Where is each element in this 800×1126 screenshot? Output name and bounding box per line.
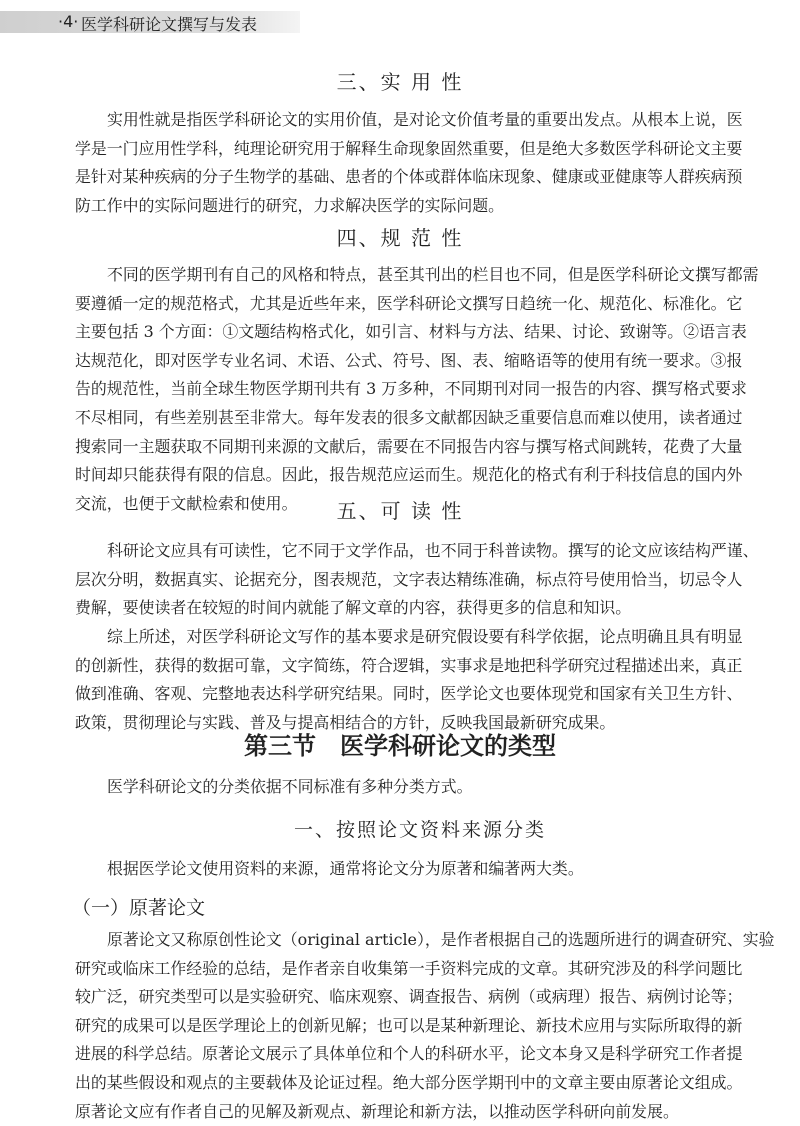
item-heading: （一）原著论文 <box>72 897 206 919</box>
paragraph-line: 费解，要使读者在较短的时间内就能了解文章的内容，获得更多的信息和知识。 <box>75 598 632 618</box>
paragraph-line: 防工作中的实际问题进行的研究，力求解决医学的实际问题。 <box>75 195 505 215</box>
page-number: ·4· <box>58 12 79 31</box>
paragraph-line: 不同的医学期刊有自己的风格和特点，甚至其刊出的栏目也不同，但是医学科研论文撰写都需 <box>107 265 759 284</box>
paragraph-line: 是针对某种疾病的分子生物学的基础、患者的个体或群体临床现象、健康或亚健康等人群疾病预 <box>75 167 743 187</box>
paragraph-line: 研究或临床工作经验的总结，是作者亲自收集第一手资料完成的文章。其研究涉及的科学问题比 <box>75 958 743 978</box>
paragraph <box>75 537 759 623</box>
paragraph <box>75 106 743 220</box>
paragraph-line: 综上所述，对医学科研论文写作的基本要求是研究假设要有科学依据，论点明确且具有明显 <box>107 627 743 646</box>
subsection-intro <box>75 855 728 884</box>
paragraph-line: 告的规范性，当前全球生物医学期刊共有 3 万多种，不同期刊对同一报告的内容、撰写格式要求 <box>75 379 747 399</box>
paragraph-line: 达规范化，即对医学专业名词、术语、公式、符号、图、表、缩略语等的使用有统一要求。③报 <box>75 350 743 370</box>
book-title: 医学科研论文撰写与发表 <box>81 15 258 34</box>
paragraph-line: 做到准确、客观、完整地表达科学研究结果。同时，医学论文也要体现党和国家有关卫生方针、 <box>75 684 743 704</box>
paragraph-line: 医学科研论文的分类依据不同标准有多种分类方式。 <box>107 777 473 796</box>
paragraph-line: 原著论文又称原创性论文（original article），是作者根据自己的选题所进行的调查研究、实验 <box>107 930 775 949</box>
section-heading-standardization: 四、规 范 性 <box>336 226 464 250</box>
paragraph-line: 不尽相同，有些差别甚至非常大。每年发表的很多文献都因缺乏重要信息而难以使用，读者通过 <box>75 407 743 427</box>
paragraph-line: 主要包括 3 个方面：①文题结构格式化，如引言、材料与方法、结果、讨论、致谢等。②语言表 <box>75 322 747 342</box>
paragraph-line: 出的某些假设和观点的主要载体及论证过程。绝大部分医学期刊中的文章主要由原著论文组成。 <box>75 1072 743 1092</box>
paragraph-line: 层次分明，数据真实、论据充分，图表规范，文字表达精练准确，标点符号使用恰当，切忌令人 <box>75 569 743 589</box>
paragraph-line: 政策，贯彻理论与实践、普及与提高相结合的方针，反映我国最新研究成果。 <box>75 712 616 732</box>
paragraph-line: 进展的科学总结。原著论文展示了具体单位和个人的科研水平，论文本身又是科学研究工作者提 <box>75 1044 743 1064</box>
paragraph <box>75 623 743 737</box>
paragraph-line: 根据医学论文使用资料的来源，通常将论文分为原著和编著两大类。 <box>107 859 584 878</box>
paragraph-line: 交流，也便于文献检索和使用。 <box>75 493 298 513</box>
paragraph <box>75 926 775 1126</box>
section-heading-readability: 五、可 读 性 <box>336 499 464 523</box>
paragraph <box>75 261 759 518</box>
paragraph-line: 科研论文应具有可读性，它不同于文学作品，也不同于科普读物。撰写的论文应该结构严谨、 <box>107 541 759 560</box>
paragraph-line: 要遵循一定的规范格式，尤其是近些年来，医学科研论文撰写日趋统一化、规范化、标准化。它 <box>75 293 743 313</box>
paragraph-line: 研究的成果可以是医学理论上的创新见解；也可以是某种新理论、新技术应用与实际所取得的新 <box>75 1015 743 1035</box>
section-heading-practicality: 三、实 用 性 <box>336 70 464 94</box>
paragraph-line: 时间却只能获得有限的信息。因此，报告规范应运而生。规范化的格式有利于科技信息的国内外 <box>75 465 743 485</box>
paragraph-line: 较广泛，研究类型可以是实验研究、临床观察、调查报告、病例（或病理）报告、病例讨论等； <box>75 987 743 1007</box>
paragraph-line: 实用性就是指医学科研论文的实用价值，是对论文价值考量的重要出发点。从根本上说，医 <box>107 110 743 129</box>
chapter-heading: 第三节 医学科研论文的类型 <box>244 732 556 760</box>
paragraph-line: 搜索同一主题获取不同期刊来源的文献后，需要在不同报告内容与撰写格式间跳转，花费了大量 <box>75 436 743 456</box>
paragraph-line: 原著论文应有作者自己的见解及新观点、新理论和新方法，以推动医学科研向前发展。 <box>75 1101 679 1121</box>
subsection-heading: 一、按照论文资料来源分类 <box>293 819 546 841</box>
paragraph-line: 学是一门应用性学科，纯理论研究用于解释生命现象固然重要，但是绝大多数医学科研论文主要 <box>75 138 743 158</box>
chapter-intro <box>75 773 728 802</box>
paragraph-line: 的创新性，获得的数据可靠，文字简练，符合逻辑，实事求是地把科学研究过程描述出来，真正 <box>75 655 743 675</box>
